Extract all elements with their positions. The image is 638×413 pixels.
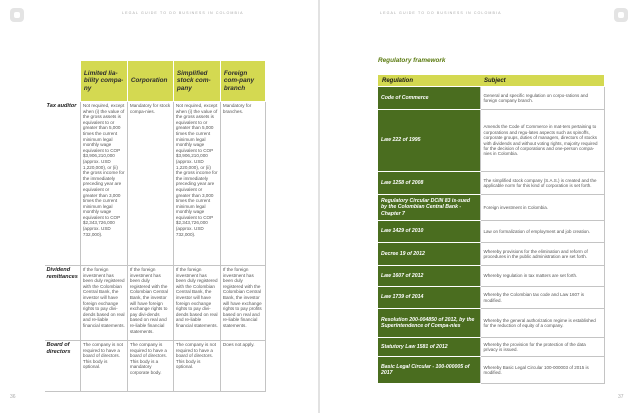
- logo-icon: [10, 8, 24, 22]
- regulation-cell: Decree 19 of 2012: [378, 243, 480, 266]
- table-cell: Not required, except when (i) the value of the gross assets is equivalent to or greater than 5,000 times the current minimum legal monthly wage equivalent to COP $3,906,210,000 (approx. USD 1,220,000), or (ii) the gross income for the immediately preceding year are equivalent or greater than 3,000 times the current minimum legal monthly wage equivalent to COP $2,343,726,000 (approx. USD 732,000).: [173, 102, 220, 266]
- table-cell: If the foreign investment has been duly registered with the Colombian Central Bank, the investor will have foreign exchange rights to pay divi-dends based on real and re-liable financial statements.: [173, 266, 220, 341]
- company-comparison-table: [44, 60, 266, 392]
- regulation-cell: Law 1429 of 2010: [378, 221, 480, 243]
- subject-cell: General and specific regulation on corpo-rations and foreign company branch.: [480, 87, 604, 110]
- subject-cell: Whereby Basic Legal Circular 100-000003 of 2015 is modified.: [480, 357, 604, 384]
- subject-cell: The simplified stock company (S.A.S.) is created and the applicable norm for this kind of corporation is set forth.: [480, 172, 604, 195]
- table-row: [45, 266, 266, 341]
- table-cell: Mandatory for stock compa-nies.: [127, 102, 173, 266]
- table-cell: Mandatory for branches.: [220, 102, 265, 266]
- table-row: [378, 243, 604, 266]
- subject-cell: Foreign investment in Colombia.: [480, 195, 604, 221]
- table-cell: If the foreign investment has been duly registered with the Colombian Central Bank, the investor will have foreign exchange rights to pay divi-dends based on real and re-liable financial statements.: [127, 266, 173, 341]
- table-cell: The company is not required to have a board of directors. This body is optional.: [173, 341, 220, 392]
- table-header-row: [378, 75, 604, 87]
- running-head-left: LEGAL GUIDE TO DO BUSINESS IN COLOMBIA: [122, 11, 244, 15]
- regulation-cell: Basic Legal Circular - 100-000005 of 2017: [378, 357, 480, 384]
- regulation-cell: Regulatory Circular DCIN 83 is-sued by the Colombian Central Bank - Chapter 7: [378, 195, 480, 221]
- header-foreign-company-branch: Foreign com-pany branch: [220, 61, 265, 102]
- header-subject: Subject: [480, 75, 604, 87]
- logo-icon: [614, 8, 628, 22]
- running-head-right: LEGAL GUIDE TO DO BUSINESS IN COLOMBIA: [380, 11, 502, 15]
- table-row: [45, 341, 266, 392]
- header-corporation: Corporation: [127, 61, 173, 102]
- table-cell: Not required, except when (i) the value of the gross assets is equivalent to or greater than 5,000 times the current minimum legal monthly wage equivalent to COP $3,906,210,000 (approx. USD 1,220,000), or (ii) the gross income for the immediately preceding year are equivalent or greater than 3,000 times the current minimum legal monthly wage equivalent to COP $2,343,726,000 (approx. USD 732,000).: [80, 102, 127, 266]
- table-cell: If the foreign investment has been duly registered with the Colombian Central Bank, the investor will have foreign exchange rights to pay divi-dends based on real and re-liable financial statements.: [80, 266, 127, 341]
- table-row: [378, 87, 604, 110]
- subject-cell: Whereby the provision for the protection of the data privacy is issued.: [480, 338, 604, 357]
- regulation-cell: Law 1739 of 2014: [378, 287, 480, 309]
- regulation-cell: Law 222 of 1995: [378, 110, 480, 172]
- page-number-right: 37: [618, 394, 624, 400]
- page-number-left: 36: [10, 394, 16, 400]
- subject-cell: Amends the Code of Commerce in mat-ters pertaining to corporations and regu-lates aspects such as spinoffs, corporate groups, duties of managers, directors of stocks with dividends and without voting rights, majority required for the decision of corporations and one-person compa-nies in Colombia.: [480, 110, 604, 172]
- regulation-cell: Code of Commerce: [378, 87, 480, 110]
- table-row: [378, 357, 604, 384]
- table-cell: The company is not required to have a board of directors. This body is optional.: [80, 341, 127, 392]
- table-cell: If the foreign investment has been duly registered with the Colombian Central Bank, the investor will have exchange rights to pay profits based on real and re-liable financial statements.: [220, 266, 265, 341]
- table-header-row: [45, 61, 266, 102]
- subject-cell: Whereby provisions for the elimination and reform of procedures in the public administration are set forth.: [480, 243, 604, 266]
- table-cell: Does not apply.: [220, 341, 265, 392]
- header-limited-liability-company: Limited lia-bility compa-ny: [80, 61, 127, 102]
- table-row: [378, 287, 604, 309]
- regulation-cell: Law 1607 of 2012: [378, 266, 480, 287]
- table-row: [378, 266, 604, 287]
- row-label-tax-auditor: Tax auditor: [45, 102, 81, 266]
- table-row: [378, 110, 604, 172]
- subject-cell: Law on formalization of employment and job creation.: [480, 221, 604, 243]
- subject-cell: Whereby the Colombian tax code and Law 1607 is modified.: [480, 287, 604, 309]
- subject-cell: Whereby regulation in tax matters are set forth.: [480, 266, 604, 287]
- table-row: [378, 172, 604, 195]
- left-page: [0, 0, 318, 413]
- row-label-dividend-remittances: Dividend remittances: [45, 266, 81, 341]
- table-row: [45, 102, 266, 266]
- section-title: Regulatory framework: [378, 57, 446, 64]
- subject-cell: Whereby the general authorization regime is established for the reduction of equity of a company.: [480, 309, 604, 338]
- table-row: [378, 338, 604, 357]
- table-row: [378, 195, 604, 221]
- row-label-board-of-directors: Board of directors: [45, 341, 81, 392]
- table-row: [378, 221, 604, 243]
- regulatory-framework-table: [378, 75, 605, 384]
- table-row: [378, 309, 604, 338]
- header-regulation: Regulation: [378, 75, 480, 87]
- regulation-cell: Law 1258 of 2008: [378, 172, 480, 195]
- regulation-cell: Resolution 200-004850 of 2012, by the Superintendence of Compa-nies: [378, 309, 480, 338]
- table-cell: The company is required to have a board of directors. This body is a mandatory corporate body.: [127, 341, 173, 392]
- header-simplified-stock-company: Simplified stock com-pany: [173, 61, 220, 102]
- regulation-cell: Statutory Law 1581 of 2012: [378, 338, 480, 357]
- header-blank: [45, 61, 81, 102]
